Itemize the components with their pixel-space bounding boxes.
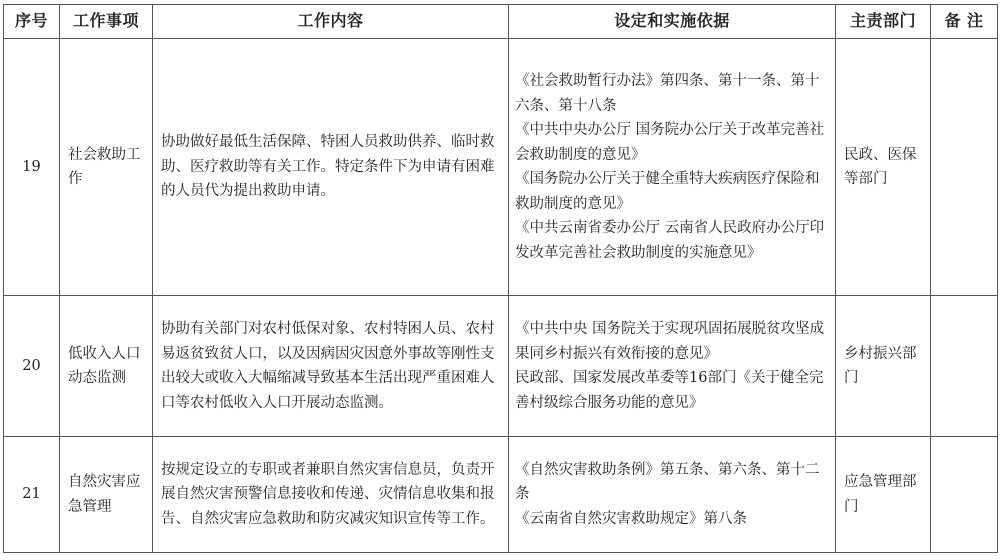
- row-item: 低收入人口动态监测: [60, 296, 153, 437]
- basis-line: 《国务院办公厅关于健全重特大疾病医疗保险和救助制度的意见》: [515, 171, 820, 212]
- basis-line: 《自然灾害救助条例》第五条、第六条、第十二条: [515, 461, 820, 503]
- basis-line: 《中共中央办公厅 国务院办公厅关于改革完善社会救助制度的意见》: [515, 122, 825, 163]
- row-remark: [931, 437, 998, 553]
- table-row: [4, 39, 998, 296]
- row-basis: [509, 39, 836, 296]
- table-row: [4, 437, 998, 553]
- row-content: 协助有关部门对农村低保对象、农村特困人员、农村易返贫致贫人口，以及因病因灾因意外事故等刚性支出较大或收入大幅缩减导致基本生活出现严重困难人口等农村低收入人口开展动态监测。: [153, 296, 509, 437]
- row-basis: [509, 437, 836, 553]
- row-content: 按规定设立的专职或者兼职自然灾害信息员，负责开展自然灾害预警信息接收和传递、灾情信息收集和报告、自然灾害应急救助和防灾减灾知识宣传等工作。: [153, 437, 509, 553]
- header-row: [4, 5, 998, 39]
- row-num: 21: [4, 437, 60, 553]
- row-basis: [509, 296, 836, 437]
- row-dept: 民政、医保等部门: [836, 39, 931, 296]
- row-remark: [931, 296, 998, 437]
- row-num: 19: [4, 39, 60, 296]
- row-dept: 乡村振兴部门: [836, 296, 931, 437]
- row-num: 20: [4, 296, 60, 437]
- table-row: [4, 296, 998, 437]
- basis-line: 《中共中央 国务院关于实现巩固拓展脱贫攻坚成果同乡村振兴有效衔接的意见》: [515, 321, 825, 362]
- header-num: 序号: [4, 5, 60, 39]
- row-remark: [931, 39, 998, 296]
- row-item: 自然灾害应急管理: [60, 437, 153, 553]
- basis-line: 《云南省自然灾害救助规定》第八条: [515, 510, 747, 527]
- header-dept: 主责部门: [836, 5, 931, 39]
- basis-line: 《中共云南省委办公厅 云南省人民政府办公厅印发改革完善社会救助制度的实施意见》: [515, 220, 825, 261]
- header-item: 工作事项: [60, 5, 153, 39]
- basis-line: 民政部、国家发展改革委等16部门《关于健全完善村级综合服务功能的意见》: [515, 370, 824, 411]
- row-content: 协助做好最低生活保障、特困人员救助供养、临时救助、医疗救助等有关工作。特定条件下为申请有困难的人员代为提出救助申请。: [153, 39, 509, 296]
- basis-line: 《社会救助暂行办法》第四条、第十一条、第十六条、第十八条: [515, 73, 820, 114]
- header-content: 工作内容: [153, 5, 509, 39]
- header-remark: 备 注: [931, 5, 998, 39]
- work-items-table: [3, 4, 998, 553]
- row-item: 社会救助工作: [60, 39, 153, 296]
- header-basis: 设定和实施依据: [509, 5, 836, 39]
- row-dept: 应急管理部门: [836, 437, 931, 553]
